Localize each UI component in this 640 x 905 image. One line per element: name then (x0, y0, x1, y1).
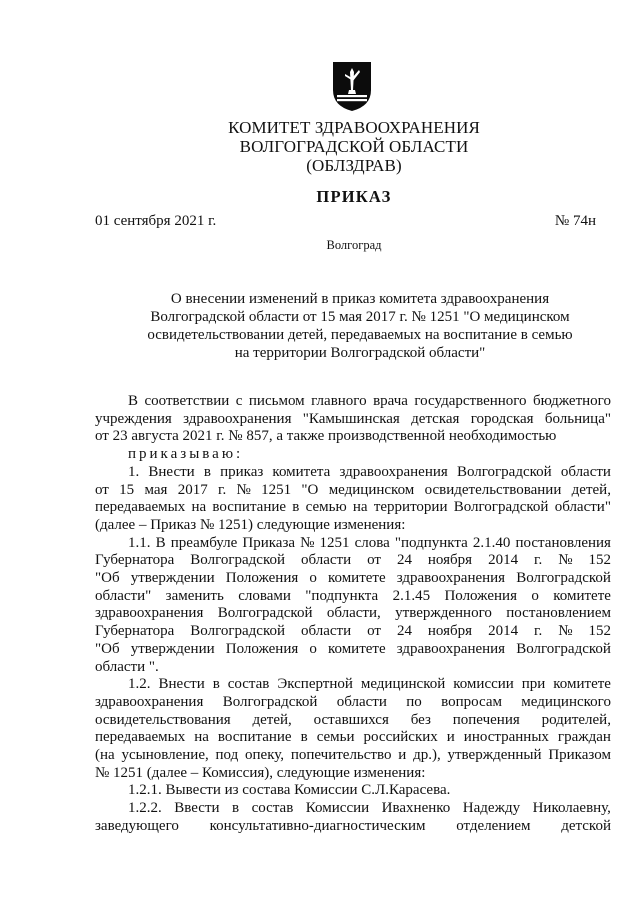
body-line (95, 747, 611, 765)
body-line (95, 428, 611, 446)
body-line (95, 499, 611, 517)
body-word: др.), (413, 747, 441, 764)
body-word: утвержденный (447, 747, 542, 764)
body-word: государственного (414, 393, 527, 409)
body-word: комитете (327, 640, 386, 657)
body-word: усыновление, (121, 747, 209, 764)
body-word: городская (470, 410, 534, 427)
body-word: Волгоградской (516, 640, 611, 657)
body-word: медицинском (328, 481, 415, 498)
body-word: 24 (396, 552, 412, 569)
body-word: 1.2.1. Вывести из состава Комиссии С.Л.Карасева. (128, 782, 451, 799)
body-word: комитета (272, 463, 331, 480)
body-word: по (406, 693, 422, 710)
body-word: области, (326, 605, 381, 622)
body-word: комитете (327, 570, 386, 587)
body-line (95, 464, 611, 482)
body-line (95, 623, 611, 641)
body-word: Экспертной (277, 676, 353, 693)
body-word: 152 (588, 623, 611, 640)
body-word: на (352, 499, 368, 516)
body-line (95, 588, 611, 606)
order-number: № 74н (554, 213, 596, 229)
body-line (95, 765, 611, 783)
body-word: № (300, 534, 315, 551)
body-line (95, 712, 611, 730)
body-line (95, 729, 611, 747)
body-word: больница" (544, 410, 611, 427)
body-word: "подпункта (305, 587, 379, 604)
body-word: Волгоградской (222, 693, 318, 710)
body-word: № 1251 (далее – Комиссия), следующие изменения: (95, 764, 426, 781)
body-line (95, 818, 611, 836)
body-word: заменить (165, 587, 224, 604)
body-word: Волгоградской (456, 463, 552, 480)
body-word: Положения (225, 640, 299, 657)
body-line (95, 446, 611, 464)
body-word: области (300, 623, 352, 640)
body-word: ноября (427, 552, 473, 569)
body-word: опеку, (245, 747, 285, 764)
body-word: здравоохранения (95, 693, 204, 710)
body-word: Губернатора (95, 623, 175, 640)
body-word: соответствии (144, 393, 230, 409)
body-word: 1. (128, 463, 140, 480)
body-word: на (191, 499, 207, 516)
committee-name-line2: ВОЛГОГРАДСКОЙ ОБЛАСТИ (239, 137, 469, 156)
body-word: в (203, 463, 211, 480)
order-date: 01 сентября 2021 г. (95, 213, 217, 229)
body-word: детей, (571, 481, 611, 498)
body-word: "Об (95, 640, 120, 657)
body-word: приказ (220, 463, 264, 480)
body-word: Ивахненко (381, 800, 451, 817)
body-word: детей, (252, 711, 292, 728)
body-word: словами (238, 587, 291, 604)
body-word: без (410, 711, 431, 728)
body-word: области (560, 463, 611, 480)
body-word: оставшихся (313, 711, 389, 728)
body-word: Комиссии (305, 800, 370, 817)
body-word: Волгоградской (190, 552, 286, 569)
body-word: попечительство (290, 747, 392, 764)
body-word: семью (305, 499, 347, 516)
subject-line: освидетельствовании детей, передаваемых на воспитание в семью (147, 327, 573, 343)
subject-line: Волгоградской области от 15 мая 2017 г. № 1251 "О медицинском (150, 309, 570, 325)
body-word: 2014 (488, 552, 519, 569)
body-line (95, 641, 611, 659)
body-word: Волгоградской (217, 605, 313, 622)
body-word: попечения (452, 711, 520, 728)
body-line (95, 605, 611, 623)
body-word: территории (373, 499, 448, 516)
order-subject (95, 290, 625, 362)
body-word: № (236, 481, 251, 498)
body-word: врача (373, 393, 408, 409)
body-word: Надежду (462, 800, 521, 817)
body-word: слова (354, 534, 390, 551)
body-word: передаваемых (95, 729, 186, 746)
body-word: Приказа (242, 534, 296, 551)
body-word: г. (218, 481, 227, 498)
body-word: медицинского (521, 693, 611, 710)
order-city: Волгоград (326, 238, 382, 252)
subject-line: на территории Волгоградской области" (234, 345, 486, 361)
body-word: медицинской (360, 676, 446, 693)
body-word: отделением (456, 817, 531, 834)
body-word: воспитание (212, 499, 287, 516)
body-word: с (235, 393, 243, 409)
body-word: № (558, 552, 573, 569)
committee-abbreviation: (ОБЛЗДРАВ) (306, 156, 402, 175)
body-word: комиссии (453, 676, 514, 693)
body-word: детской (561, 817, 611, 834)
body-word: детская (411, 410, 460, 427)
order-title: ПРИКАЗ (316, 187, 392, 206)
body-word: 24 (396, 623, 412, 640)
body-word: утверждении (130, 640, 215, 657)
body-word: 2.1.40 (472, 534, 511, 551)
body-line (95, 517, 611, 535)
body-word: главного (311, 393, 367, 409)
body-word: (далее – Приказ № 1251) следующие изменения: (95, 516, 406, 533)
body-line (95, 482, 611, 500)
body-word: 15 (119, 481, 135, 498)
body-word: В (128, 393, 139, 409)
body-word: 2017 (177, 481, 208, 498)
body-word: воспитание (217, 729, 292, 746)
body-word: при (521, 676, 546, 693)
body-word: заведующего (95, 817, 179, 834)
body-line (95, 782, 611, 800)
body-word: родителей, (541, 711, 611, 728)
body-line (95, 570, 611, 588)
body-word: № (558, 623, 573, 640)
body-word: 1251 (319, 534, 350, 551)
body-word: области" (95, 587, 152, 604)
body-word: о (309, 640, 317, 657)
body-word: в (212, 676, 220, 693)
body-word: 152 (588, 552, 611, 569)
body-word: здравоохранения (339, 463, 448, 480)
body-line (95, 659, 611, 677)
body-word: г. (534, 623, 543, 640)
body-word: утвержденного (395, 605, 492, 622)
body-word: состав (251, 800, 294, 817)
body-word: на (194, 729, 209, 746)
body-word: в (232, 800, 240, 817)
body-word: консультативно-диагностическим (209, 817, 426, 834)
body-word: г. (534, 552, 543, 569)
committee-name-line1: КОМИТЕТ ЗДРАВООХРАНЕНИЯ (228, 118, 480, 137)
body-word: передаваемых (95, 499, 186, 516)
body-word: комитете (553, 676, 611, 693)
body-word: "Об (95, 570, 120, 587)
body-line (95, 676, 611, 694)
body-word: постановлением (506, 605, 611, 622)
body-word: освидетельствования (95, 711, 231, 728)
subject-line: О внесении изменений в приказ комитета здравоохранения (170, 291, 550, 307)
body-word: семьи (316, 729, 355, 746)
body-word: Волгоградской (453, 499, 549, 516)
body-word: здравоохранения (396, 570, 506, 587)
body-word: комитете (553, 587, 611, 604)
body-word: под (215, 747, 239, 764)
body-word: 2.1.45 (392, 587, 431, 604)
body-word: приказываю: (128, 446, 244, 463)
body-word: Губернатора (95, 552, 175, 569)
order-body (95, 393, 611, 836)
body-word: от 23 августа 2021 г. № 857, а также производственной необходимостью (95, 428, 557, 445)
body-word: (на (95, 747, 115, 764)
body-word: учреждения (95, 410, 172, 427)
body-word: о (309, 570, 317, 587)
body-word: здравоохранения (183, 410, 292, 427)
body-word: Внести (148, 463, 195, 480)
body-word: области" (554, 499, 611, 516)
body-word: Ввести (174, 800, 220, 817)
body-word: от (367, 552, 381, 569)
body-word: граждан (557, 729, 611, 746)
body-word: области (300, 552, 352, 569)
body-word: постановления (515, 534, 611, 551)
body-line (95, 393, 611, 411)
body-word: 1.1. (128, 534, 151, 551)
body-word: области ". (95, 658, 159, 675)
body-line (95, 535, 611, 553)
body-word: от (95, 481, 109, 498)
body-word: вопросам (441, 693, 502, 710)
body-word: письмом (248, 393, 305, 409)
body-word: о (531, 587, 539, 604)
body-word: и (446, 729, 455, 746)
volgograd-emblem-icon (331, 60, 373, 112)
body-word: ноября (427, 623, 473, 640)
body-word: в (300, 729, 308, 746)
body-word: бюджетного (533, 393, 611, 409)
body-word: преамбуле (170, 534, 238, 551)
body-word: 1.2.2. (128, 800, 162, 817)
body-word: 1251 (261, 481, 292, 498)
body-word: области (336, 693, 387, 710)
body-word: состав (227, 676, 270, 693)
body-word: 1.2. (128, 676, 151, 693)
body-line (95, 552, 611, 570)
body-word: Волгоградской (190, 623, 286, 640)
body-word: российских (363, 729, 438, 746)
body-word: иностранных (463, 729, 549, 746)
body-word: Николаевну, (532, 800, 611, 817)
body-word: в (292, 499, 300, 516)
body-word: мая (144, 481, 168, 498)
body-line (95, 800, 611, 818)
body-word: Внести (158, 676, 205, 693)
body-line (95, 694, 611, 712)
body-word: "Камышинская (302, 410, 400, 427)
body-word: от (367, 623, 381, 640)
body-word: Приказом (548, 747, 611, 764)
body-word: Положения (444, 587, 517, 604)
body-word: освидетельствовании (424, 481, 562, 498)
body-word: "подпункта (394, 534, 468, 551)
body-word: Положения (225, 570, 299, 587)
body-line (95, 411, 611, 429)
body-word: здравоохранения (396, 640, 506, 657)
committee-header (0, 118, 640, 175)
body-word: утверждении (130, 570, 215, 587)
body-word: В (155, 534, 166, 551)
body-word: Волгоградской (516, 570, 611, 587)
body-word: здравоохранения (95, 605, 204, 622)
body-word: "О (301, 481, 319, 498)
body-word: и (398, 747, 407, 764)
body-word: 2014 (488, 623, 519, 640)
